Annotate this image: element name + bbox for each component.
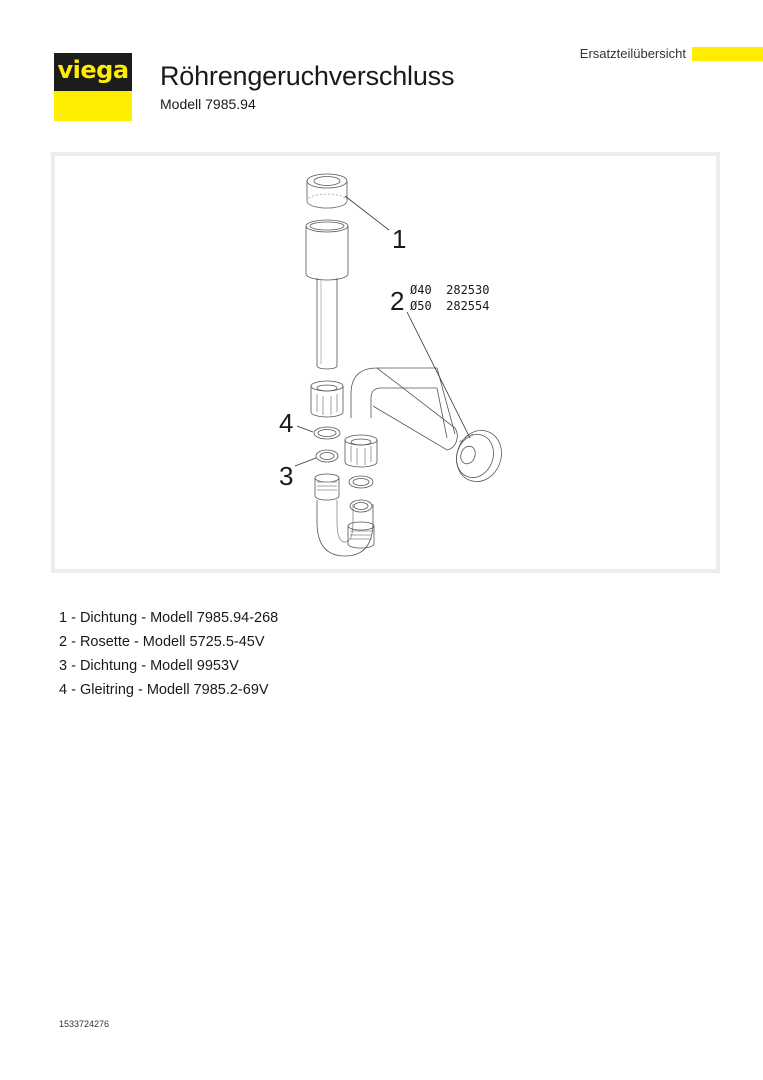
- slide-ring-part-4: [314, 427, 340, 439]
- seal-part-3: [316, 450, 338, 462]
- threaded-connector-left: [315, 474, 339, 500]
- logo-yellow-block: [54, 91, 132, 121]
- list-item: 4 - Gleitring - Modell 7985.2-69V: [59, 682, 269, 698]
- parts-list: [59, 606, 278, 702]
- list-item: 2 - Rosette - Modell 5725.5-45V: [59, 634, 265, 650]
- vertical-tube: [317, 278, 337, 369]
- tube-sleeve: [306, 220, 348, 280]
- code-40: Ø40 282530: [410, 283, 490, 297]
- siphon-illustration: [55, 156, 716, 569]
- logo-wordmark: viega: [57, 56, 129, 84]
- page-title: Röhrengeruchverschluss: [160, 61, 455, 91]
- page-subtitle: Modell 7985.94: [160, 96, 256, 112]
- document-number: 1533724276: [59, 1019, 110, 1029]
- doc-type-yellow-bar: [692, 47, 763, 61]
- doc-type-label: Ersatzteilübersicht: [579, 46, 686, 61]
- code-50: Ø50 282554: [410, 299, 490, 313]
- callout-3: 3: [279, 461, 294, 491]
- outlet-nut: [345, 435, 377, 467]
- tube-nut: [311, 381, 343, 417]
- logo-top-block: [54, 53, 132, 91]
- list-item: 1 - Dichtung - Modell 7985.94-268: [59, 610, 279, 626]
- callout-2: 2: [390, 286, 405, 316]
- callout-4: 4: [279, 408, 294, 438]
- rosette-codes: [410, 282, 489, 314]
- seal-ring-part-1: [307, 174, 347, 208]
- exploded-drawing: [51, 152, 720, 573]
- viega-logo: [54, 53, 132, 121]
- list-item: 3 - Dichtung - Modell 9953V: [59, 658, 239, 674]
- rosette-part-2: [449, 424, 508, 488]
- callout-1: 1: [392, 224, 407, 254]
- threaded-connector-right: [348, 522, 374, 548]
